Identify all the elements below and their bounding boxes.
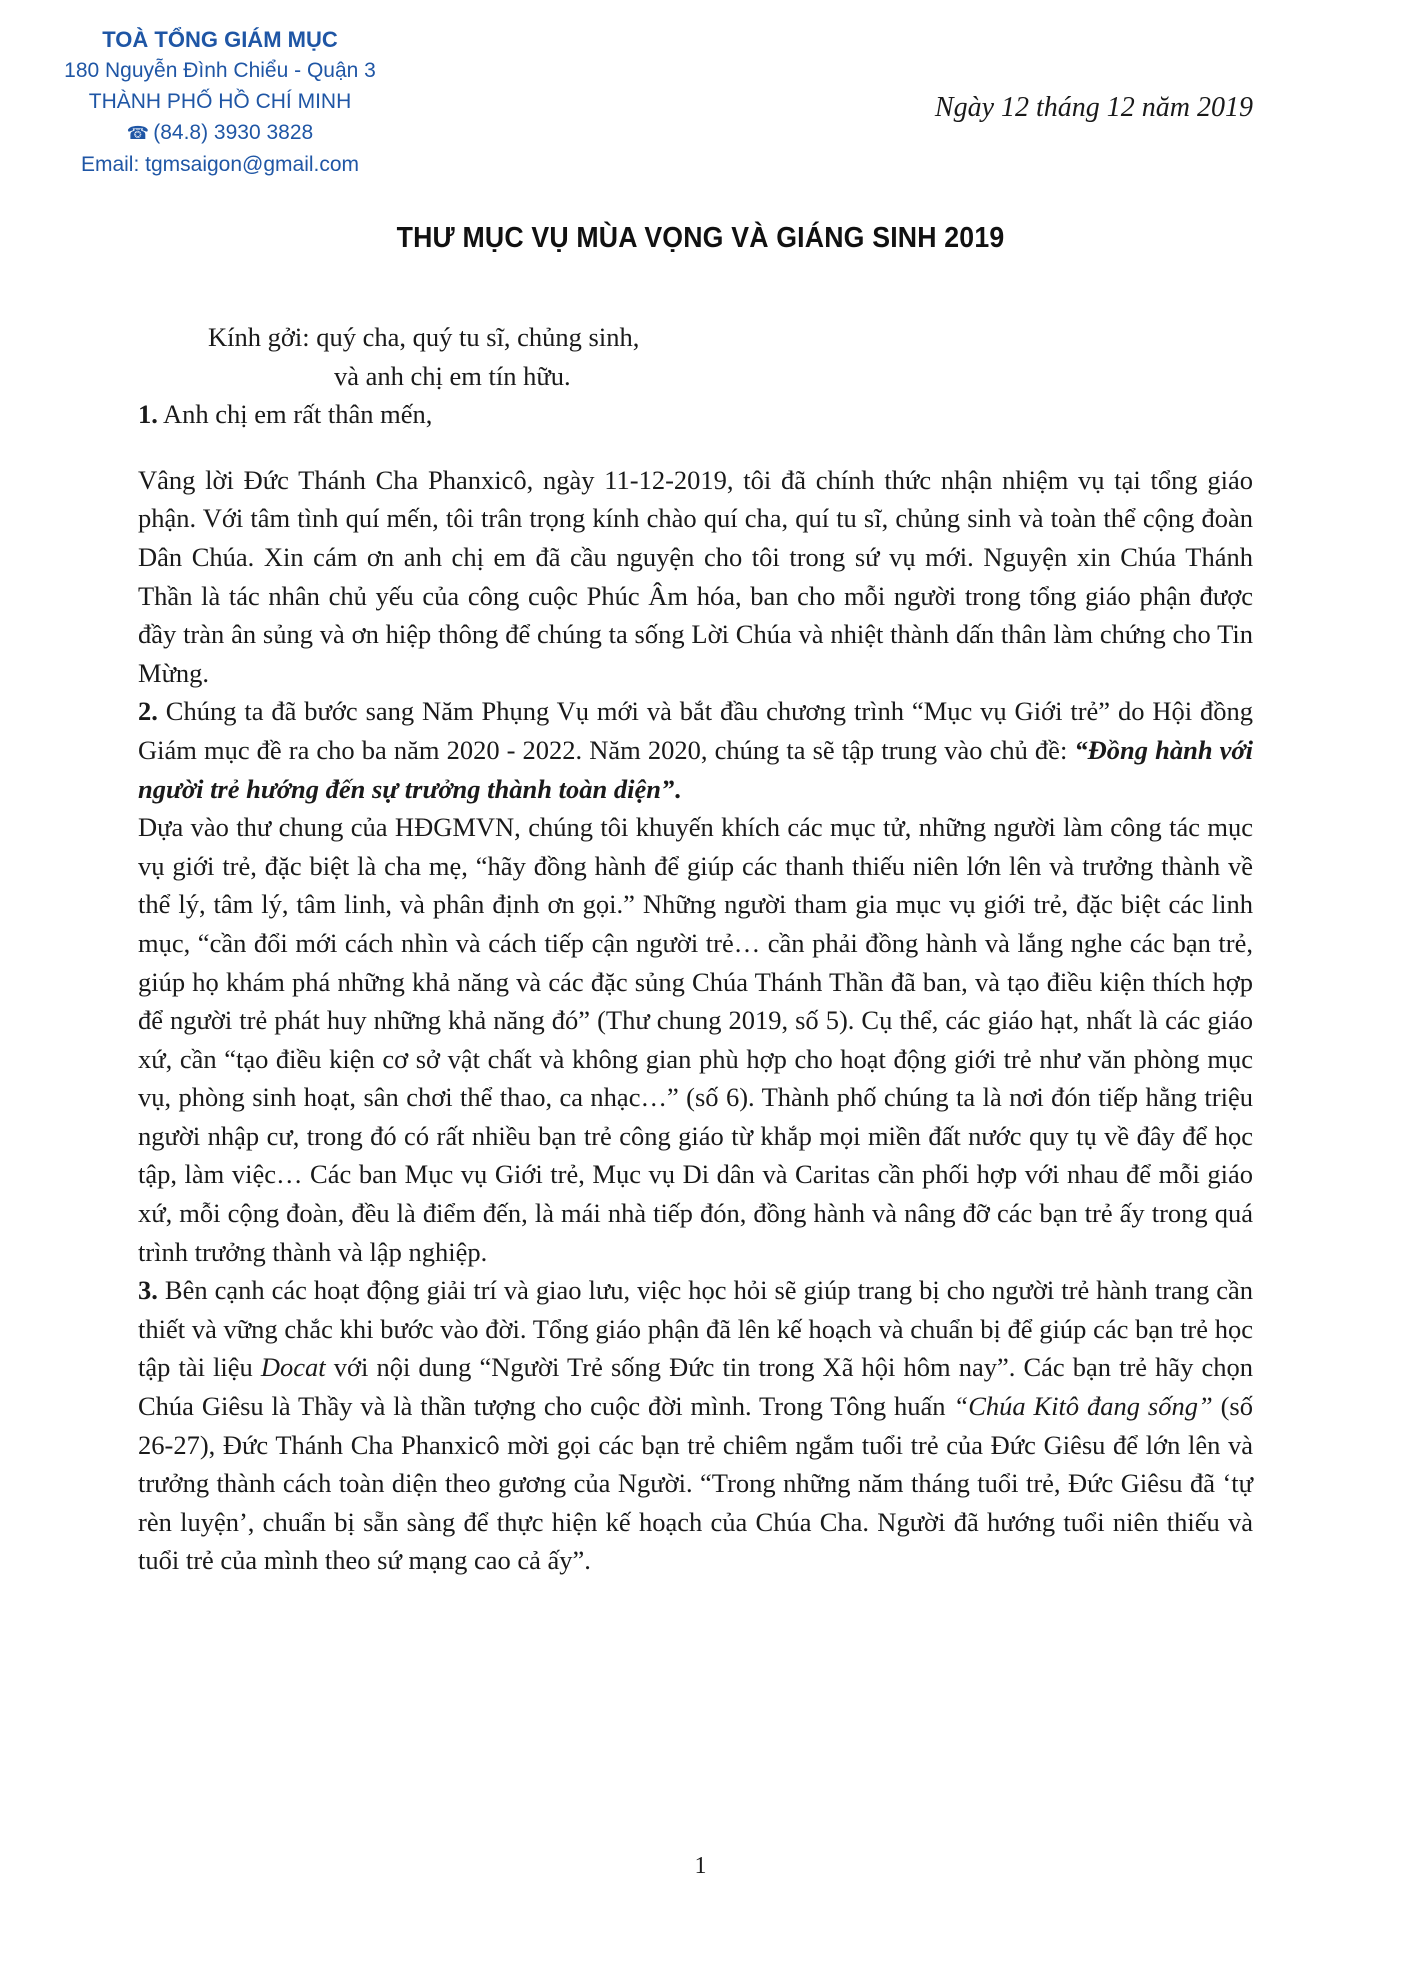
section-number-1: 1. xyxy=(138,399,158,430)
paragraph-3: Dựa vào thư chung của HĐGMVN, chúng tôi khuyến khích các mục tử, những người làm công tác mục vụ giới trẻ, đặc biệt là cha mẹ, “hãy đồng hành để giúp các thanh thiếu niên lớn lên và trưởng thành về thể lý, tâm lý, tâm linh, và phân định ơn gọi.” Những người tham gia mục vụ giới trẻ, đặc biệt các linh mục, “cần đổi mới cách nhìn và cách tiếp cận người trẻ… cần phải đồng hành và lắng nghe các bạn trẻ, giúp họ khám phá những khả năng và các đặc sủng Chúa Thánh Thần đã ban, và tạo điều kiện thích hợp để người trẻ phát huy những khả năng đó” (Thư chung 2019, số 5). Cụ thể, các giáo hạt, nhất là các giáo xứ, cần “tạo điều kiện cơ sở vật chất và không gian phù hợp cho hoạt động giới trẻ như văn phòng mục vụ, phòng sinh hoạt, sân chơi thể thao, ca nhạc…” (số 6). Thành phố chúng ta là nơi đón tiếp hằng triệu người nhập cư, trong đó có rất nhiều bạn trẻ công giáo từ khắp mọi miền đất nước quy tụ về đây để học tập, làm việc… Các ban Mục vụ Giới trẻ, Mục vụ Di dân và Caritas cần phối hợp với nhau để mỗi giáo xứ, mỗi cộng đoàn, đều là điểm đến, là mái nhà tiếp đón, đồng hành và nâng đỡ các bạn trẻ ấy trong quá trình trưởng thành và lập nghiệp. xyxy=(138,812,1253,1267)
paragraph-4-part-1: Bên cạnh các hoạt động giải trí và giao lưu, việc học hỏi sẽ giúp trang bị cho người trẻ hành trang cần thiết và vững chắc khi bước vào đời. Tổng giáo phận đã lên kế hoạch và chuẩn bị để giúp các bạn trẻ học tập tài liệu xyxy=(138,1275,1253,1383)
section-number-2: 2. xyxy=(138,696,158,727)
letterhead xyxy=(40,24,400,180)
paragraph-1: Vâng lời Đức Thánh Cha Phanxicô, ngày 11-12-2019, tôi đã chính thức nhận nhiệm vụ tại tổng giáo phận. Với tâm tình quí mến, tôi trân trọng kính chào quí cha, quí tu sĩ, chủng sinh và toàn thể cộng đoàn Dân Chúa. Xin cám ơn anh chị em đã cầu nguyện cho tôi trong sứ vụ mới. Nguyện xin Chúa Thánh Thần là tác nhân chủ yếu của công cuộc Phúc Âm hóa, ban cho mỗi người trong tổng giáo phận được đầy tràn ân sủng và ơn hiệp thông để chúng ta sống Lời Chúa và nhiệt thành dấn thân làm chứng cho Tin Mừng. xyxy=(138,464,1253,688)
document-title: THƯ MỤC VỤ MÙA VỌNG VÀ GIÁNG SINH 2019 xyxy=(396,222,1005,254)
paragraph-4-docat: Docat xyxy=(260,1352,326,1383)
letterhead-phone: (84.8) 3930 3828 xyxy=(153,121,314,144)
paragraph-2 xyxy=(138,692,1253,808)
telephone-icon: ☎ xyxy=(126,123,150,143)
letter-body xyxy=(138,318,1253,1580)
paragraph-4-part-3: (số 26-27), Đức Thánh Cha Phanxicô mời gọi các bạn trẻ chiêm ngắm tuổi trẻ của Đức Giêsu để lớn lên và trưởng thành cách toàn diện theo gương của Người. “Trong những năm tháng tuổi trẻ, Đức Giêsu đã ‘tự rèn luyện’, chuẩn bị sẵn sàng để thực hiện kế hoạch của Chúa Cha. Người đã hướng tuổi niên thiếu và tuổi trẻ của mình theo sứ mạng cao cả ấy”. xyxy=(138,1391,1253,1576)
greeting xyxy=(138,395,1253,434)
paragraph-2-theme: “Đồng hành với người trẻ hướng đến sự trưởng thành toàn diện” xyxy=(138,734,1253,804)
paragraph-4-title-ref: “Chúa Kitô đang sống” xyxy=(953,1391,1213,1422)
section-number-3: 3. xyxy=(138,1275,158,1306)
paragraph-2-end: . xyxy=(674,773,681,804)
letterhead-email: Email: tgmsaigon@gmail.com xyxy=(80,153,360,176)
paragraph-2-text: Chúng ta đã bước sang Năm Phụng Vụ mới và bắt đầu chương trình “Mục vụ Giới trẻ” do Hội đồng Giám mục đề ra cho ba năm 2020 - 2022. Năm 2020, chúng ta sẽ tập trung vào chủ đề: xyxy=(138,696,1253,765)
paragraph-4 xyxy=(138,1271,1253,1580)
letterhead-org: TOÀ TỔNG GIÁM MỤC xyxy=(102,27,338,52)
salutation xyxy=(208,318,1253,395)
letterhead-address: 180 Nguyễn Đình Chiểu - Quận 3 xyxy=(64,59,376,82)
salutation-line-2: và anh chị em tín hữu. xyxy=(334,360,571,391)
paragraph-4-part-2: với nội dung “Người Trẻ sống Đức tin trong Xã hội hôm nay”. Các bạn trẻ hãy chọn Chúa Giêsu là Thầy và là thần tượng cho cuộc đời mình. Trong Tông huấn xyxy=(138,1352,1254,1422)
page-number: 1 xyxy=(694,1853,707,1879)
salutation-line-1: Kính gởi: quý cha, quý tu sĩ, chủng sinh, xyxy=(208,322,640,352)
letterhead-city: THÀNH PHỐ HỒ CHÍ MINH xyxy=(88,90,352,113)
greeting-text: Anh chị em rất thân mến, xyxy=(157,399,433,430)
letterhead-phone-line xyxy=(40,117,400,149)
letter-date: Ngày 12 tháng 12 năm 2019 xyxy=(934,92,1253,123)
